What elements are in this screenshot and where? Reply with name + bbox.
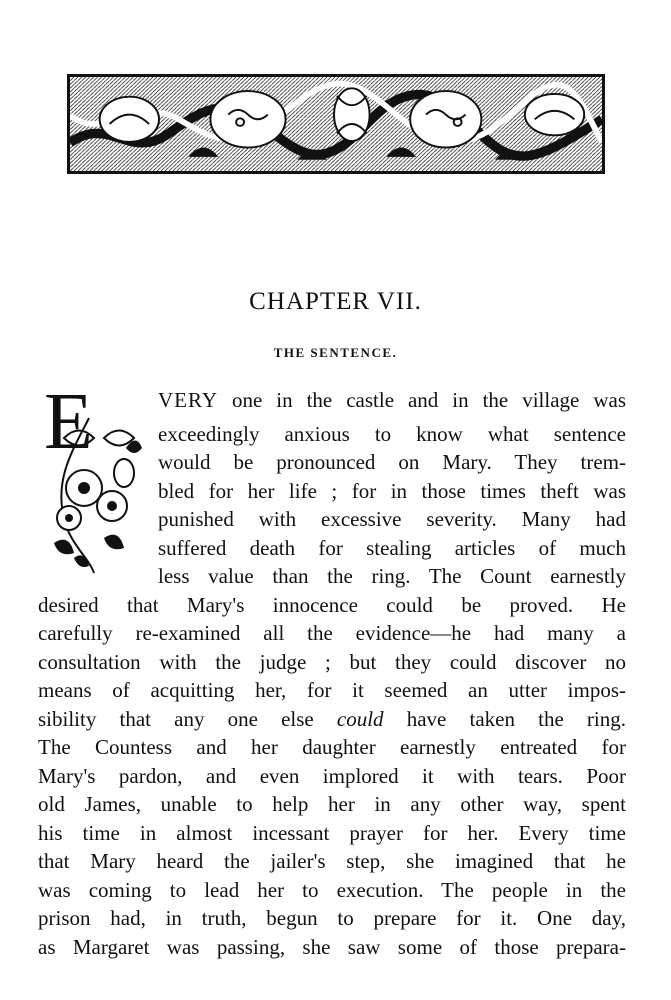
text-line: means of acquitting her, for it seemed an utter impos-	[38, 678, 626, 702]
text-line: his time in almost incessant prayer for her. Every time	[38, 821, 626, 845]
text-line: was coming to lead her to execution. The people in the	[38, 878, 626, 902]
text-line: bled for her life ; for in those times theft was	[158, 479, 626, 503]
line-lead-caps: VERY	[158, 388, 219, 412]
decorated-initial-icon	[34, 378, 146, 576]
text-line: that Mary heard the jailer's step, she imagined that he	[38, 849, 626, 873]
emphasized-word: could	[336, 707, 384, 731]
text-line: punished with excessive severity. Many had	[158, 507, 626, 531]
text-line: exceedingly anxious to know what sentence	[158, 422, 626, 446]
line-text: sibility that any one else	[38, 707, 337, 731]
headpiece-engraving	[70, 77, 602, 171]
text-line: Mary's pardon, and even implored it with tears. Poor	[38, 764, 626, 788]
text-line	[158, 386, 626, 415]
text-line: as Margaret was passing, she saw some of those prepara-	[38, 935, 626, 959]
line-text: have taken the ring.	[383, 707, 627, 731]
text-line: The Countess and her daughter earnestly entreated for	[38, 735, 626, 759]
text-line: old James, unable to help her in any other way, spent	[38, 792, 626, 816]
text-line: carefully re-examined all the evidence—he had many a	[38, 621, 626, 645]
line-text: one in the castle and in the village was	[218, 388, 626, 412]
ornamental-headpiece-icon	[67, 74, 605, 174]
chapter-subtitle: THE SENTENCE.	[273, 345, 398, 360]
drop-cap-engraving	[34, 378, 146, 576]
drop-cap-letter: E	[44, 378, 93, 466]
text-line: consultation with the judge ; but they could discover no	[38, 650, 626, 674]
text-line: suffered death for stealing articles of much	[158, 536, 626, 560]
text-line	[38, 705, 626, 734]
chapter-title: CHAPTER VII.	[249, 288, 422, 315]
text-line: prison had, in truth, begun to prepare for it. One day,	[38, 906, 626, 930]
text-line: less value than the ring. The Count earnestly	[158, 564, 626, 588]
text-line: desired that Mary's innocence could be proved. He	[38, 593, 626, 617]
text-line: would be pronounced on Mary. They trem-	[158, 450, 626, 474]
